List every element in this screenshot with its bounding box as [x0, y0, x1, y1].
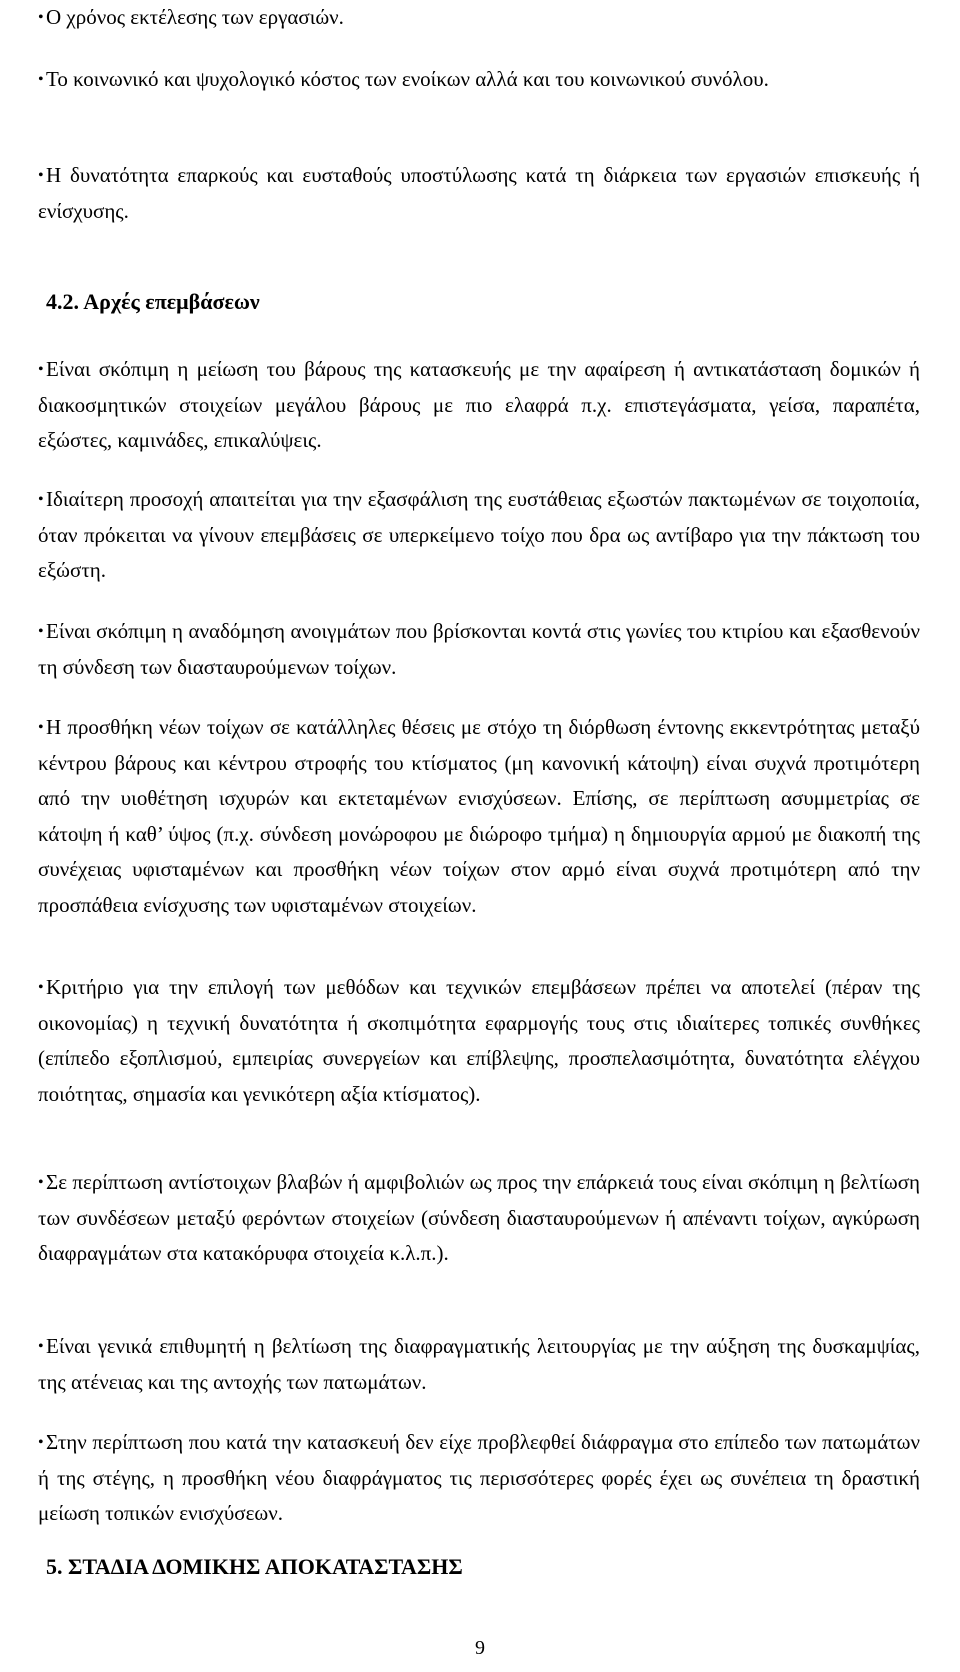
- list-item-text: Ο χρόνος εκτέλεσης των εργασιών.: [46, 5, 344, 29]
- list-item: [38, 1329, 920, 1400]
- list-item: [38, 970, 920, 1112]
- bullet-icon: •: [38, 719, 44, 736]
- list-item-text: Ιδιαίτερη προσοχή απαιτείται για την εξασφάλιση της ευστάθειας εξωστών πακτωμένων σε τοιχοποιία, όταν πρόκειται να γίνουν επεμβάσεις σε υπερκείμενο τοίχο που δρα ως αντίβαρο για την πάκτωση του εξώστη.: [38, 487, 920, 582]
- bullet-icon: •: [38, 1174, 44, 1191]
- list-item-text: Κριτήριο για την επιλογή των μεθόδων και τεχνικών επεμβάσεων πρέπει να αποτελεί (πέραν της οικονομίας) η τεχνική δυνατότητα ή σκοπιμότητα εφαρμογής τους στις ιδιαίτερες τοπικές συνθήκες (επίπεδο εξοπλισμού, εμπειρίας συνεργείων και επίβλεψης, προσπελασιμότητα, δυνατότητα ελέγχου ποιότητας, σημασία και γενικότερη αξία κτίσματος).: [38, 975, 920, 1106]
- list-item: [38, 158, 920, 229]
- list-item-text: Η προσθήκη νέων τοίχων σε κατάλληλες θέσεις με στόχο τη διόρθωση έντονης εκκεντρότητας μεταξύ κέντρου βάρους και κέντρου στροφής του κτίσματος (μη κανονική κάτοψη) είναι συχνά προτιμότερη από την υιοθέτηση ισχυρών και εκτεταμένων ενισχύσεων. Επίσης, σε περίπτωση ασυμμετρίας σε κάτοψη ή καθ’ ύψος (π.χ. σύνδεση μονώροφου με διώροφο τμήμα) η δημιουργία αρμού με διακοπή της συνέχειας υφισταμένων και προσθήκη νέων τοίχων στον αρμό είναι συχνά προτιμότερη από την προσπάθεια ενίσχυσης των υφισταμένων στοιχείων.: [38, 715, 920, 917]
- bullet-icon: •: [38, 361, 44, 378]
- list-item: [38, 614, 920, 685]
- bullet-icon: •: [38, 979, 44, 996]
- list-item-text: Είναι γενικά επιθυμητή η βελτίωση της διαφραγματικής λειτουργίας με την αύξηση της δυσκαμψίας, της ατένειας και της αντοχής των πατωμάτων.: [38, 1334, 920, 1394]
- bullet-icon: •: [38, 9, 44, 26]
- bullet-icon: •: [38, 1338, 44, 1355]
- bullet-icon: •: [38, 167, 44, 184]
- list-item: [38, 482, 920, 589]
- list-item: [38, 1425, 920, 1532]
- list-item: [38, 710, 920, 923]
- list-item-text: Το κοινωνικό και ψυχολογικό κόστος των ενοίκων αλλά και του κοινωνικού συνόλου.: [46, 67, 769, 91]
- list-item: [38, 62, 920, 98]
- chapter-heading: 5. ΣΤΑΔΙΑ ΔΟΜΙΚΗΣ ΑΠΟΚΑΤΑΣΤΑΣΗΣ: [46, 1554, 463, 1579]
- list-item: [38, 352, 920, 459]
- section-heading: 4.2. Αρχές επεμβάσεων: [46, 289, 260, 314]
- list-item-text: Σε περίπτωση αντίστοιχων βλαβών ή αμφιβολιών ως προς την επάρκειά τους είναι σκόπιμη η βελτίωση των συνδέσεων μεταξύ φερόντων στοιχείων (σύνδεση διασταυρούμενων ή απέναντι τοίχων, αγκύρωση διαφραγμάτων στα κατακόρυφα στοιχεία κ.λ.π.).: [38, 1170, 920, 1265]
- list-item: [38, 0, 920, 36]
- page-number: 9: [475, 1637, 485, 1659]
- list-item-text: Είναι σκόπιμη η αναδόμηση ανοιγμάτων που βρίσκονται κοντά στις γωνίες του κτιρίου και εξασθενούν τη σύνδεση των διασταυρούμενων τοίχων.: [38, 619, 920, 679]
- list-item-text: Είναι σκόπιμη η μείωση του βάρους της κατασκευής με την αφαίρεση ή αντικατάσταση δομικών ή διακοσμητικών στοιχείων μεγάλου βάρους με πιο ελαφρά π.χ. επιστεγάσματα, γείσα, παραπέτα, εξώστες, καμινάδες, επικαλύψεις.: [38, 357, 920, 452]
- list-item-text: Η δυνατότητα επαρκούς και ευσταθούς υποστύλωσης κατά τη διάρκεια των εργασιών επισκευής ή ενίσχυσης.: [38, 163, 920, 223]
- bullet-icon: •: [38, 623, 44, 640]
- list-item-text: Στην περίπτωση που κατά την κατασκευή δεν είχε προβλεφθεί διάφραγμα στο επίπεδο των πατωμάτων ή της στέγης, η προσθήκη νέου διαφράγματος τις περισσότερες φορές έχει ως συνέπεια τη δραστική μείωση τοπικών ενισχύσεων.: [38, 1430, 920, 1525]
- bullet-icon: •: [38, 71, 44, 88]
- bullet-icon: •: [38, 491, 44, 508]
- bullet-icon: •: [38, 1434, 44, 1451]
- list-item: [38, 1165, 920, 1272]
